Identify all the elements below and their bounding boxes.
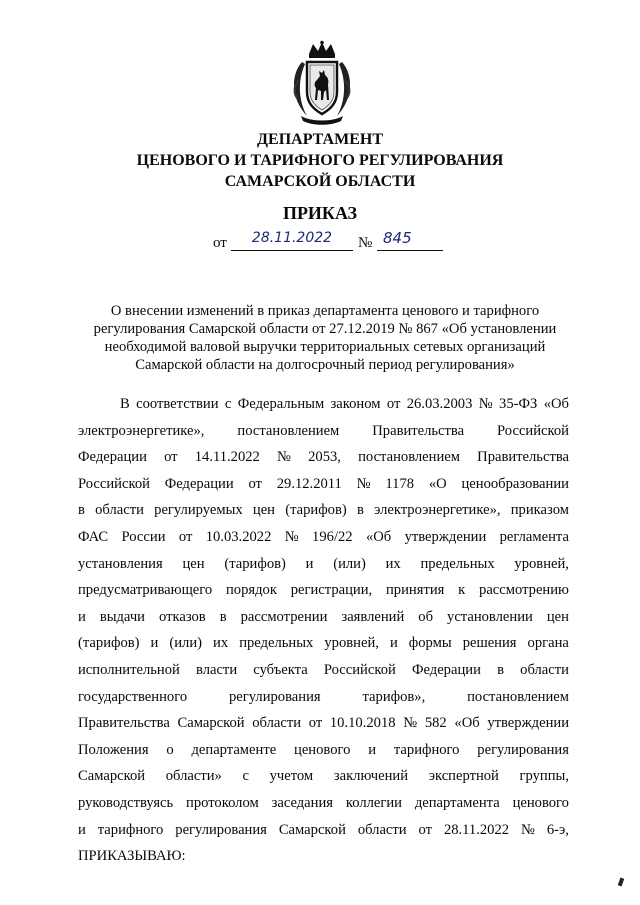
body-word: принятия — [386, 582, 445, 599]
body-word: коллегии — [345, 794, 402, 811]
body-word: постановлением — [358, 449, 460, 466]
body-word: регистрации, — [290, 582, 373, 599]
body-word: от — [386, 396, 401, 412]
body-word: ценового — [294, 741, 351, 758]
body-word: приказом — [510, 502, 569, 519]
subject-line: регулирования Самарской области от 27.12.2019 № 867 «Об установлении — [93, 321, 557, 337]
body-word: от — [164, 449, 178, 466]
body-word: утверждении — [487, 715, 569, 732]
body-word: области — [520, 661, 569, 678]
body-line — [78, 604, 569, 631]
body-word: с — [224, 396, 232, 412]
body-word: и — [78, 608, 86, 625]
body-word: о — [166, 741, 174, 758]
body-line — [78, 551, 569, 578]
body-word: утверждении — [404, 528, 487, 545]
scan-artifact — [618, 878, 624, 887]
body-line — [78, 630, 569, 657]
body-word: формы — [408, 635, 452, 652]
body-word: руководствуясь — [78, 794, 174, 811]
body-line — [78, 790, 569, 817]
body-word: № — [478, 396, 493, 412]
body-word: ценообразовании — [461, 475, 569, 492]
body-word: их — [385, 555, 401, 572]
body-word: 6-э, — [546, 821, 569, 838]
body-line — [78, 497, 569, 524]
body-word: протоколом — [186, 794, 259, 811]
body-word: и — [368, 741, 377, 758]
body-word: 2053, — [308, 449, 341, 466]
body-word: выдачи — [99, 608, 145, 625]
body-word: цен — [546, 608, 569, 625]
body-word: Правительства — [477, 449, 569, 466]
order-subject — [60, 302, 590, 374]
body-word: 29.12.2011 — [276, 475, 342, 492]
body-word: уровней, — [514, 555, 569, 572]
body-word: № — [277, 449, 291, 466]
body-word: Российской — [78, 475, 150, 492]
body-word: заявлений — [341, 608, 405, 625]
body-word: Самарской — [278, 821, 346, 838]
body-line — [78, 737, 569, 764]
body-word: соответствии — [136, 396, 219, 412]
body-word: отказов — [158, 608, 206, 625]
body-word: в — [219, 608, 227, 625]
body-line — [78, 843, 569, 870]
body-word: ценового — [512, 794, 569, 811]
department-title-line-1: ДЕПАРТАМЕНТ — [257, 131, 383, 148]
body-word: 26.03.2003 — [406, 396, 473, 412]
body-line — [78, 524, 569, 551]
body-word: и — [305, 555, 314, 572]
body-word: в — [497, 661, 504, 678]
body-word: заседания — [271, 794, 333, 811]
body-line — [78, 471, 569, 498]
body-word: (тарифов) — [78, 635, 140, 652]
body-word: области — [95, 502, 144, 519]
body-word: их — [213, 635, 229, 652]
body-word: решения — [462, 635, 517, 652]
body-word: к — [458, 582, 466, 599]
body-word: (или) — [169, 635, 203, 652]
body-word: регулирования — [175, 821, 267, 838]
body-word: регулируемых — [154, 502, 243, 519]
body-word: «Об — [454, 715, 480, 732]
body-word: Федерации — [164, 475, 234, 492]
body-word: регламента — [499, 528, 569, 545]
body-line — [78, 444, 569, 471]
body-word: области» — [165, 768, 222, 785]
body-word: Федеральным — [237, 396, 325, 412]
body-word: департаменте — [191, 741, 277, 758]
body-word: установлении — [447, 608, 533, 625]
body-word: 10.03.2022 — [205, 528, 272, 545]
body-word: группы, — [519, 768, 569, 785]
body-word: (или) — [333, 555, 366, 572]
body-word: ФАС — [78, 528, 109, 545]
body-word: области — [252, 715, 302, 732]
body-word: 28.11.2022 — [443, 821, 510, 838]
body-word: от — [308, 715, 323, 732]
body-word: цен — [182, 555, 205, 572]
body-word: цен — [252, 502, 275, 519]
body-word: и — [78, 821, 86, 838]
body-word: предельных — [420, 555, 495, 572]
body-word: органа — [527, 635, 569, 652]
body-word: предельных — [239, 635, 314, 652]
body-line — [78, 657, 569, 684]
body-word: экспертной — [428, 768, 499, 785]
body-word: учетом — [269, 768, 314, 785]
body-word: России — [121, 528, 166, 545]
department-title-line-3: САМАРСКОЙ ОБЛАСТИ — [224, 173, 416, 190]
order-title: ПРИКАЗ — [282, 203, 358, 223]
body-word: № — [521, 821, 535, 838]
order-number: 845 — [377, 226, 443, 251]
samara-coat-of-arms-emblem — [287, 40, 357, 126]
body-word: «Об — [365, 528, 392, 545]
body-word: регулирования — [477, 741, 569, 758]
body-word: электроэнергетике», — [374, 502, 501, 519]
body-word: тарифов», — [362, 688, 426, 705]
date-label: от — [213, 235, 227, 251]
body-word: установления — [78, 555, 163, 572]
body-line — [78, 710, 569, 737]
body-word: уровней, — [324, 635, 379, 652]
body-word: № — [284, 528, 299, 545]
body-word: законом — [330, 396, 381, 412]
body-word: Правительства — [372, 422, 465, 439]
body-word: Правительства — [78, 715, 170, 732]
body-word: Федерации — [411, 661, 481, 678]
order-body-text — [78, 391, 569, 870]
body-word: от — [248, 475, 262, 492]
body-word: 10.10.2018 — [329, 715, 396, 732]
body-word: тарифного — [393, 741, 460, 758]
body-line — [78, 577, 569, 604]
body-word: предусматривающего — [78, 582, 213, 599]
body-word: (тарифов) — [224, 555, 286, 572]
body-word: в — [356, 502, 364, 519]
body-word: власти — [196, 661, 238, 678]
body-word: 1178 — [385, 475, 415, 492]
body-word: № — [403, 715, 418, 732]
body-line — [78, 684, 569, 711]
body-line — [78, 817, 569, 844]
body-word: порядок — [226, 582, 277, 599]
body-word: рассмотрению — [479, 582, 569, 599]
body-word: постановлением — [467, 688, 569, 705]
body-word: Положения — [78, 741, 149, 758]
body-word: постановлением — [237, 422, 340, 439]
body-word: регулирования — [229, 688, 321, 705]
order-date: 28.11.2022 — [231, 226, 353, 251]
body-word: (тарифов) — [285, 502, 347, 519]
body-word: заключений — [333, 768, 409, 785]
body-word: Российской — [323, 661, 396, 678]
body-word: Российской — [497, 422, 569, 439]
subject-line: необходимой валовой выручки территориальных сетевых организаций — [104, 339, 546, 355]
body-word: 582 — [424, 715, 447, 732]
body-word: 35-ФЗ — [499, 396, 538, 412]
body-word: № — [356, 475, 371, 492]
body-word: с — [242, 768, 249, 785]
body-line — [78, 763, 569, 790]
body-word: «О — [428, 475, 447, 492]
body-word: департамента — [414, 794, 500, 811]
body-word: субъекта — [253, 661, 308, 678]
subject-line: Самарской области на долгосрочный период регулирования» — [135, 357, 515, 373]
body-word: 14.11.2022 — [194, 449, 260, 466]
body-word: от — [178, 528, 193, 545]
body-word: Самарской — [78, 768, 146, 785]
body-word: электроэнергетике», — [78, 422, 205, 439]
body-word: от — [418, 821, 433, 838]
order-date-number-line — [205, 230, 445, 252]
body-word: в — [78, 502, 85, 519]
body-word: и — [389, 635, 398, 652]
body-word: рассмотрении — [240, 608, 328, 625]
body-word: области — [357, 821, 407, 838]
number-label: № — [358, 235, 373, 251]
body-line — [78, 391, 569, 418]
department-title-line-2: ЦЕНОВОГО И ТАРИФНОГО РЕГУЛИРОВАНИЯ — [136, 152, 504, 169]
body-word: и — [150, 635, 159, 652]
body-word: Федерации — [78, 449, 147, 466]
subject-line: О внесении изменений в приказ департамента ценового и тарифного — [110, 303, 540, 319]
body-word: В — [120, 396, 130, 412]
body-word: исполнительной — [78, 661, 180, 678]
body-word: ПРИКАЗЫВАЮ: — [78, 848, 186, 865]
body-word: об — [418, 608, 434, 625]
body-line — [78, 418, 569, 445]
body-word: «Об — [543, 396, 569, 412]
body-word: государственного — [78, 688, 188, 705]
body-word: Самарской — [177, 715, 245, 732]
body-word: тарифного — [97, 821, 164, 838]
body-word: 196/22 — [312, 528, 353, 545]
